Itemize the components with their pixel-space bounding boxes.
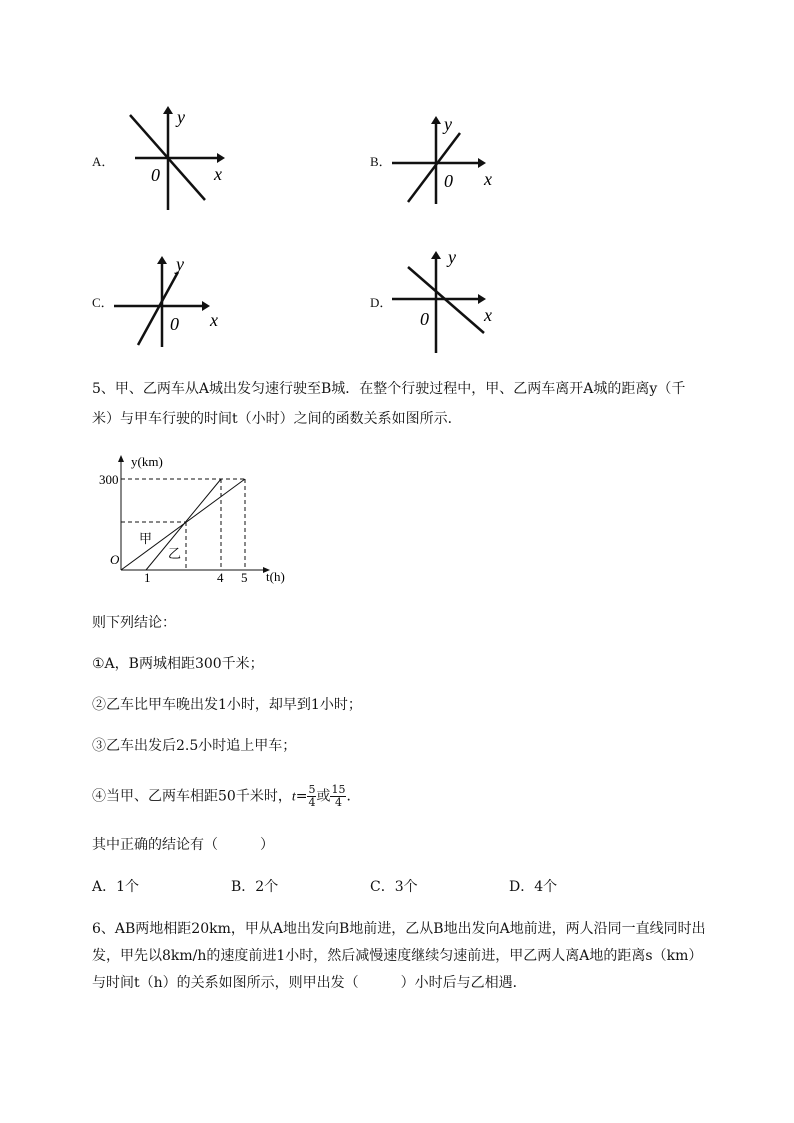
tick-300: 300 — [99, 472, 119, 487]
label-jia: 甲 — [139, 531, 153, 546]
yi-line — [146, 479, 221, 570]
q5-conclusion-3: ③乙车出发后2.5小时追上甲车； — [92, 738, 297, 754]
option-d-graph — [388, 245, 508, 357]
origin-label: O — [110, 552, 120, 567]
x-axis-label: t(h) — [266, 569, 285, 584]
option-d-label: D． — [370, 295, 393, 310]
y-axis-label: y — [444, 114, 452, 134]
q5-choice-b[interactable]: B．2个 — [231, 879, 279, 895]
y-axis-label: y — [177, 107, 185, 127]
c4-end: ． — [346, 788, 361, 805]
q5-line2: 米）与甲车行驶的时间t（小时）之间的函数关系如图所示． — [92, 411, 462, 427]
q6-line3: 与时间t（h）的关系如图所示，则甲出发（ ）小时后与乙相遇． — [92, 975, 527, 991]
y-axis-label: y — [448, 247, 456, 267]
option-a-graph — [115, 100, 245, 215]
x-axis-label: x — [484, 305, 492, 325]
q5-distance-time-graph — [99, 450, 305, 590]
origin-label: 0 — [151, 165, 160, 185]
x-axis-label: x — [210, 310, 218, 330]
q5-choice-c[interactable]: C．3个 — [370, 879, 418, 895]
q5-prompt: 则下列结论： — [92, 615, 176, 631]
c4-or: 或 — [316, 788, 331, 805]
q5-conclusion-4 — [92, 784, 360, 809]
y-axis-label: y — [176, 254, 184, 274]
label-yi: 乙 — [168, 546, 182, 561]
fraction-5-4: $\frac{5}{4}$ — [308, 783, 316, 809]
y-axis-label: y(km) — [131, 454, 163, 469]
q6-line2: 发，甲先以8km/h的速度前进1小时，然后减慢速度继续匀速前进，甲乙两人离A地的距离s（km） — [92, 948, 703, 964]
x-axis-label: x — [214, 164, 222, 184]
tick-1: 1 — [144, 570, 151, 585]
c4-equals: = — [295, 788, 308, 805]
origin-label: 0 — [170, 314, 179, 334]
option-a-label: A． — [92, 154, 115, 169]
option-b-label: B． — [370, 154, 392, 169]
q6-line1: 6、AB两地相距20km，甲从A地出发向B地前进，乙从B地出发向A地前进，两人沿同一直线同时出 — [92, 921, 706, 937]
fraction-15-4: $\frac{15}{4}$ — [331, 783, 346, 809]
tick-5: 5 — [241, 570, 248, 585]
x-axis-label: x — [484, 169, 492, 189]
option-b-graph — [388, 108, 508, 208]
option-c-label: C． — [92, 295, 114, 310]
q5-conclusion-2: ②乙车比甲车晚出发1小时，却早到1小时； — [92, 697, 362, 713]
tick-4: 4 — [217, 570, 224, 585]
c4-text: ④当甲、乙两车相距50千米时， — [92, 788, 292, 805]
option-c-graph — [112, 250, 232, 350]
origin-label: 0 — [444, 171, 453, 191]
q5-line1: 5、甲、乙两车从A城出发匀速行驶至B城．在整个行驶过程中，甲、乙两车离开A城的距离y（千 — [92, 381, 686, 397]
q5-question: 其中正确的结论有（ ） — [92, 837, 274, 853]
q5-choice-d[interactable]: D．4个 — [509, 879, 558, 895]
origin-label: 0 — [420, 309, 429, 329]
q5-choice-a[interactable]: A．1个 — [92, 879, 140, 895]
q5-conclusion-1: ①A，B两城相距300千米； — [92, 656, 264, 672]
c4-var-t: t — [291, 789, 296, 805]
